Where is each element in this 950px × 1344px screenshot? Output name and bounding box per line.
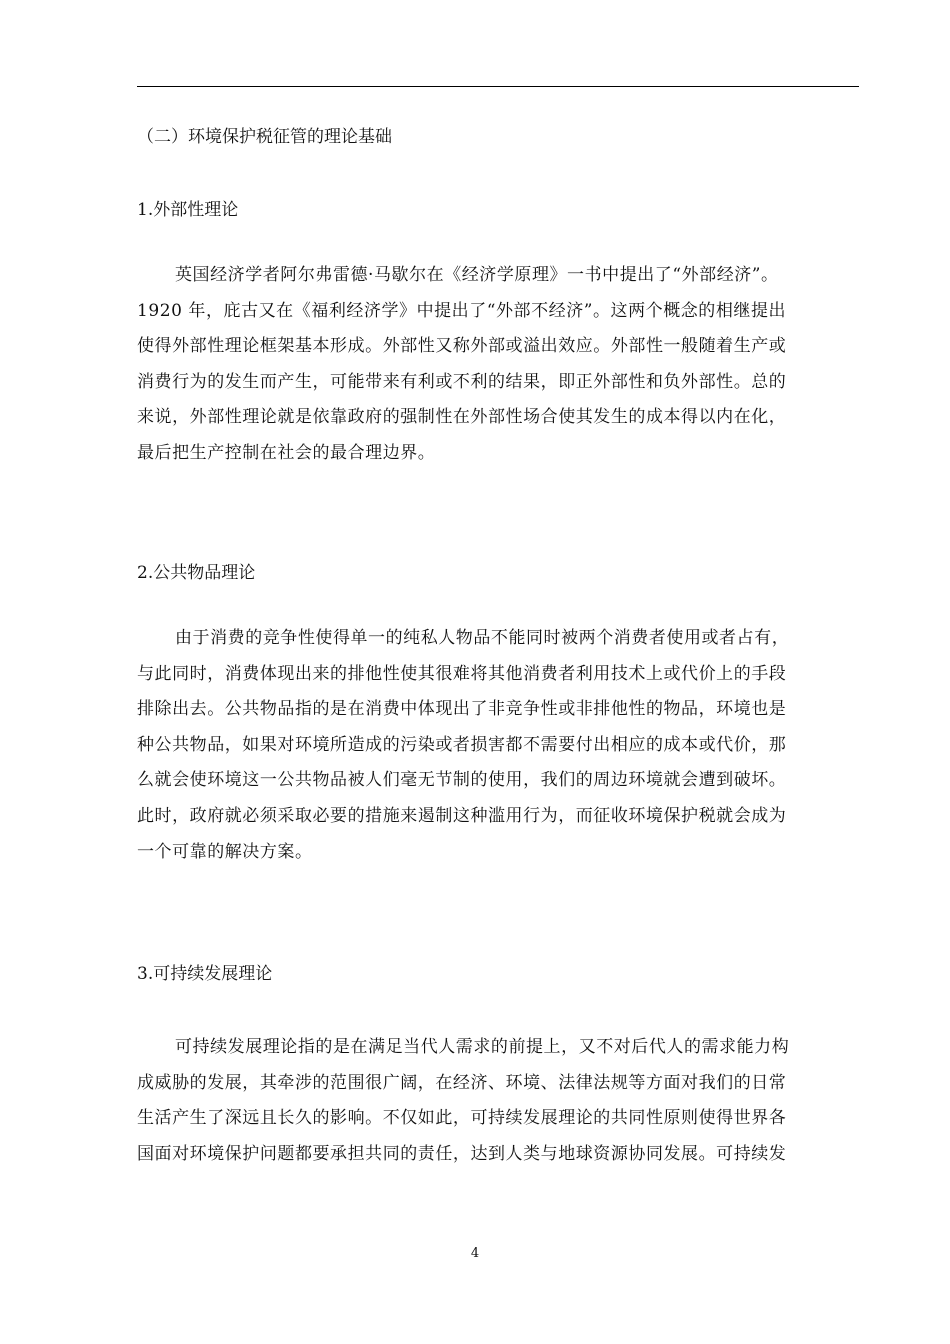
paragraph-line: 来说，外部性理论就是依靠政府的强制性在外部性场合使其发生的成本得以内在化， — [137, 407, 787, 428]
paragraph-line: 英国经济学者阿尔弗雷德·马歇尔在《经济学原理》一书中提出了“外部经济”。 — [175, 265, 779, 285]
paragraph-sustainable-development-theory — [137, 1030, 862, 1172]
page-number: 4 — [470, 1246, 480, 1261]
header-rule — [137, 86, 859, 87]
paragraph-line: 排除出去。公共物品指的是在消费中体现出了非竞争性或非排他性的物品，环境也是 — [137, 699, 787, 720]
paragraph-line: 可持续发展理论指的是在满足当代人需求的前提上，又不对后代人的需求能力构 — [175, 1037, 790, 1057]
paragraph-line: 与此同时，消费体现出来的排他性使其很难将其他消费者利用技术上或代价上的手段 — [137, 663, 787, 684]
section-heading: （二）环境保护税征管的理论基础 — [137, 127, 392, 147]
heading-public-goods-theory: 2.公共物品理论 — [137, 563, 256, 583]
paragraph-line: 国面对环境保护问题都要承担共同的责任，达到人类与地球资源协同发展。可持续发 — [137, 1143, 787, 1164]
heading-externality-theory: 1.外部性理论 — [137, 200, 239, 220]
paragraph-line: 使得外部性理论框架基本形成。外部性又称外部或溢出效应。外部性一般随着生产或 — [137, 336, 787, 357]
paragraph-line: 由于消费的竞争性使得单一的纯私人物品不能同时被两个消费者使用或者占有， — [175, 628, 790, 648]
paragraph-line: 生活产生了深远且长久的影响。不仅如此，可持续发展理论的共同性原则使得世界各 — [137, 1108, 787, 1129]
paragraph-line: 种公共物品，如果对环境所造成的污染或者损害都不需要付出相应的成本或代价，那 — [137, 734, 787, 755]
heading-sustainable-development-theory: 3.可持续发展理论 — [137, 964, 273, 984]
paragraph-line: 最后把生产控制在社会的最合理边界。 — [137, 442, 436, 463]
paragraph-line: 么就会使环境这一公共物品被人们毫无节制的使用，我们的周边环境就会遭到破坏。 — [137, 770, 787, 791]
paragraph-line: 成威胁的发展，其牵涉的范围很广阔，在经济、环境、法律法规等方面对我们的日常 — [137, 1072, 787, 1093]
paragraph-public-goods-theory — [137, 621, 862, 870]
paragraph-line: 此时，政府就必须采取必要的措施来遏制这种滥用行为，而征收环境保护税就会成为 — [137, 805, 787, 826]
paragraph-externality-theory — [137, 258, 862, 472]
paragraph-line: 消费行为的发生而产生，可能带来有利或不利的结果，即正外部性和负外部性。总的 — [137, 371, 787, 392]
paragraph-line: 1920 年，庇古又在《福利经济学》中提出了“外部不经济”。这两个概念的相继提出 — [137, 300, 787, 321]
paragraph-line: 一个可靠的解决方案。 — [137, 841, 313, 862]
